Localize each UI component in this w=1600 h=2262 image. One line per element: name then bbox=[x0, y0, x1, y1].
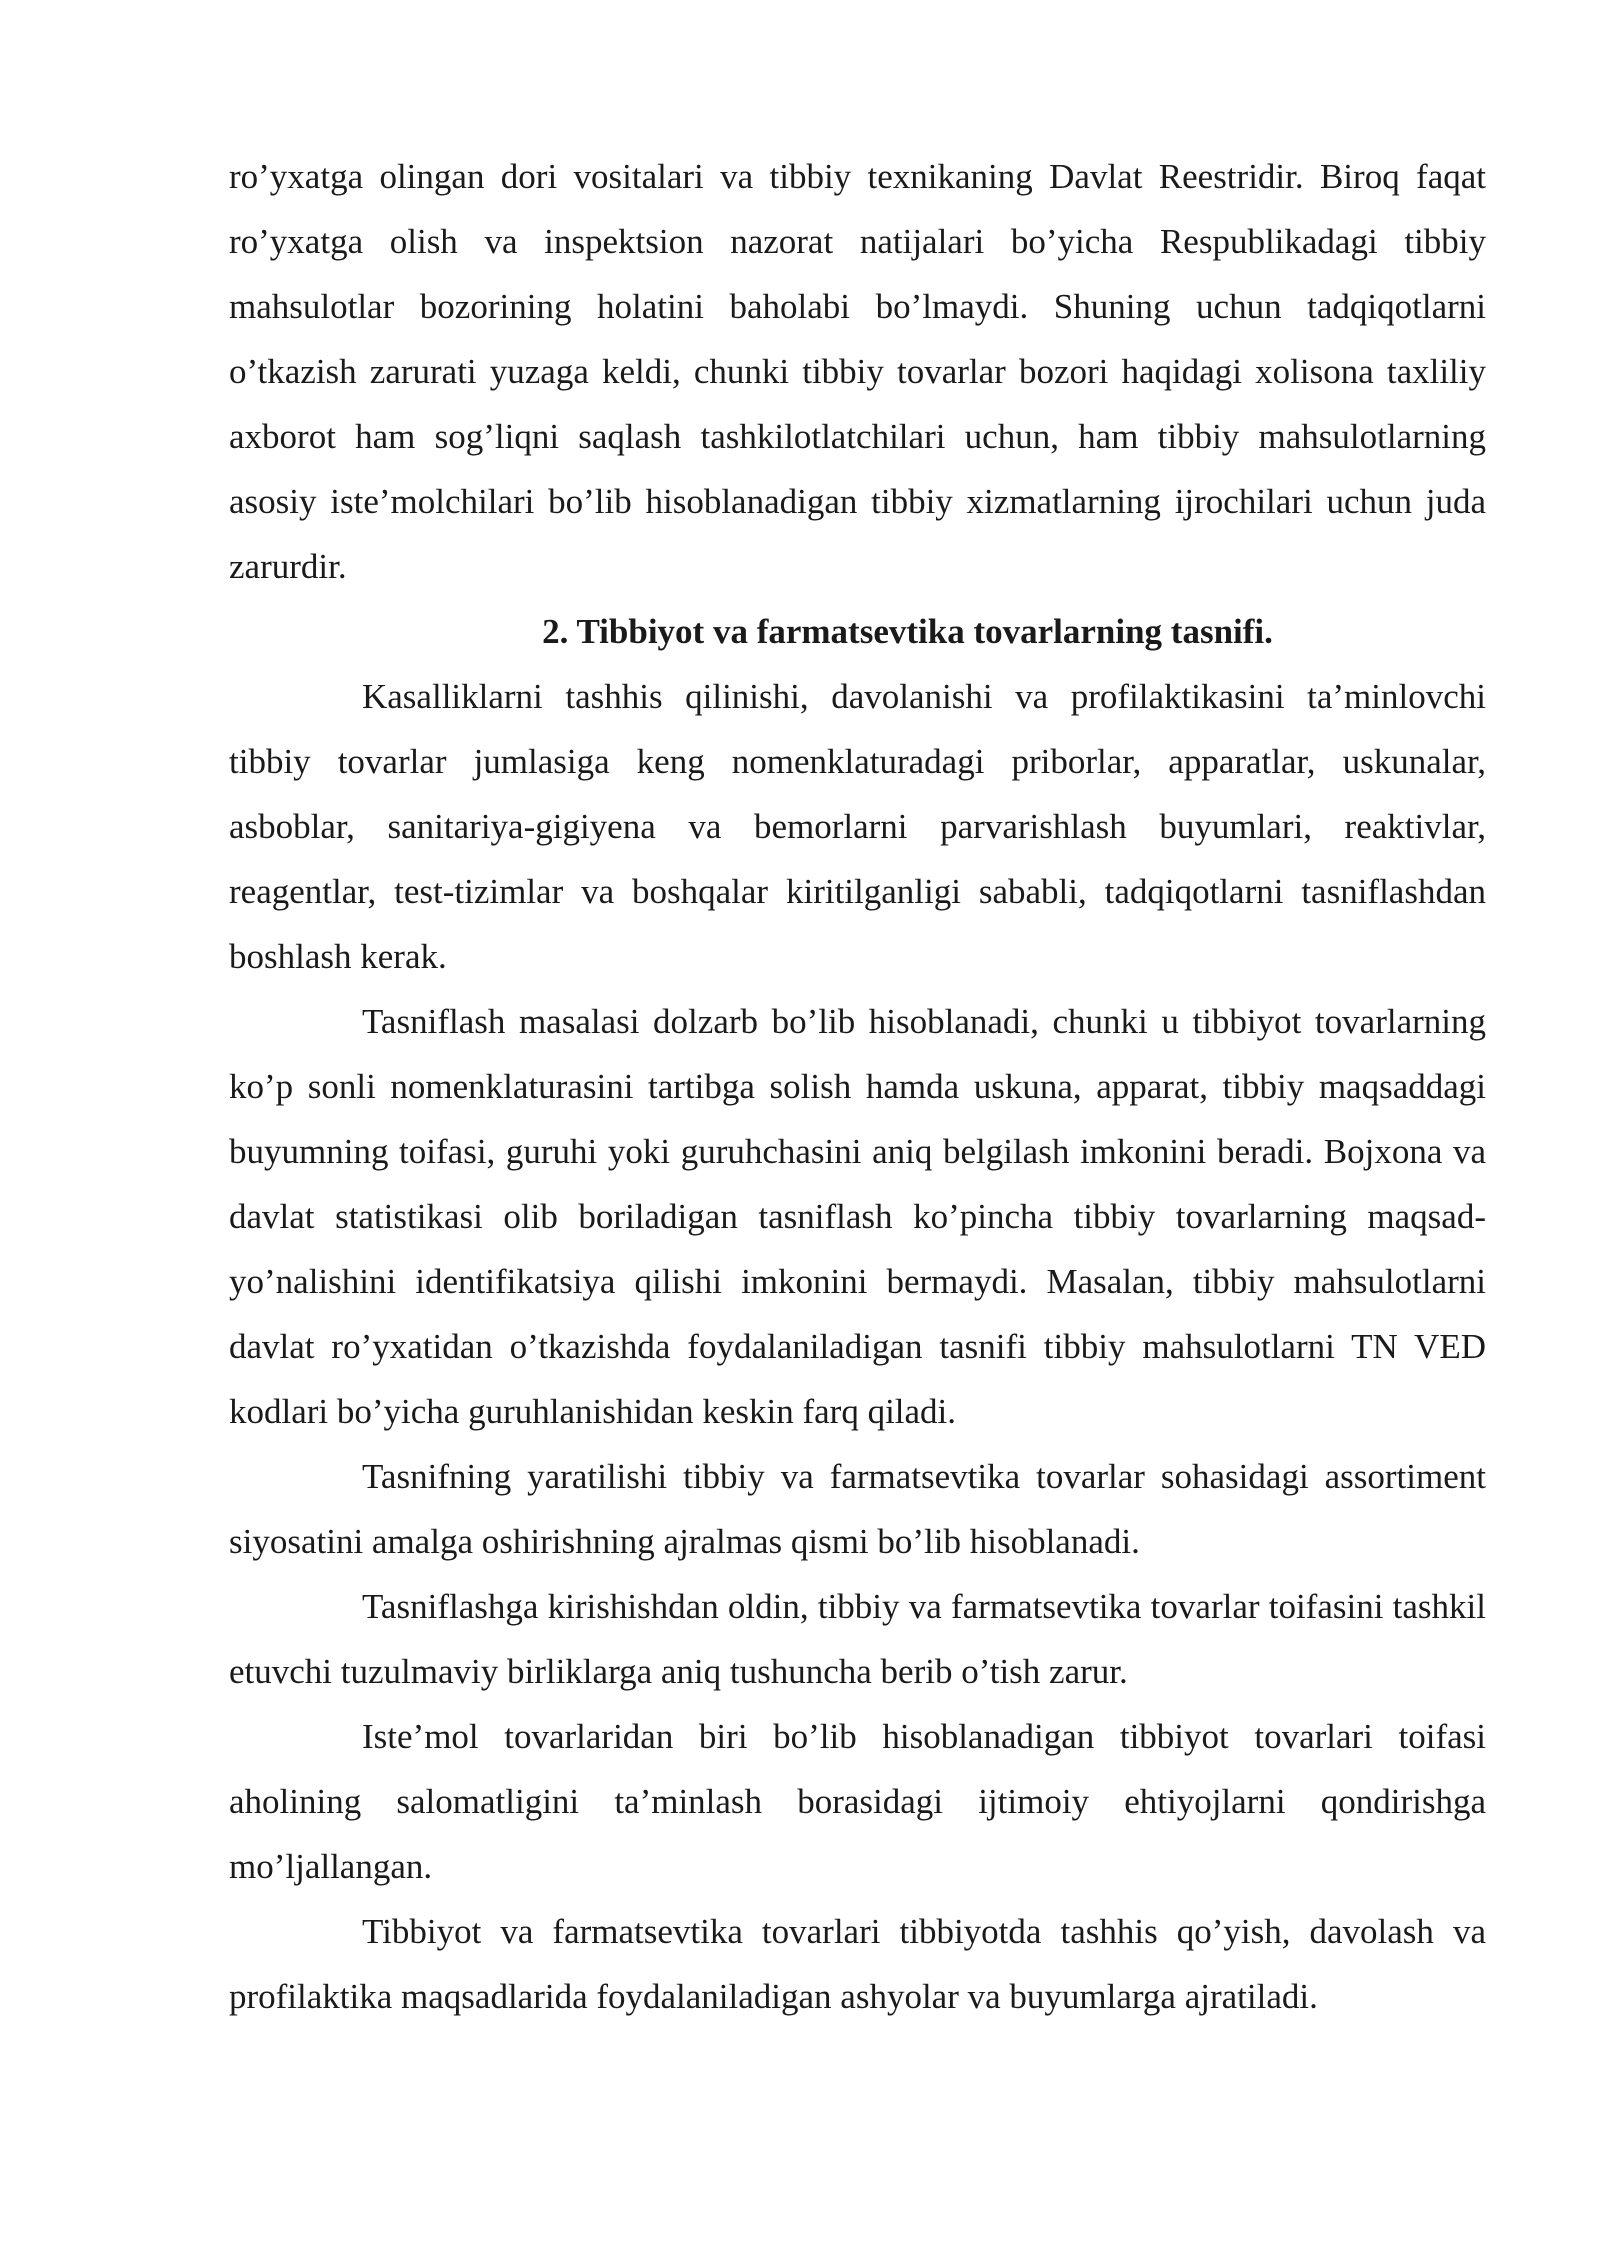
paragraph-4: Tasniflashga kirishishdan oldin, tibbiy va farmatsevtika tovarlar toifasini tashkil etuvchi tuzulmaviy birliklarga aniq tushuncha berib o’tish zarur. bbox=[229, 1587, 1486, 1691]
paragraph-2: Tasniflash masalasi dolzarb bo’lib hisoblanadi, chunki u tibbiyot tovarlarning ko’p sonli nomenklaturasini tartibga solish hamda uskuna, apparat, tibbiy maqsaddagi buyumning toifasi, guruhi yoki guruhchasini aniq belgilash imkonini beradi. Bojxona va davlat statistikasi olib boriladigan tasniflash ko’pincha tibbiy tovarlarning maqsad-yo’nalishini identifikatsiya qilishi imkonini bermaydi. Masalan, tibbiy mahsulotlarni davlat ro’yxatidan o’tkazishda foydalaniladigan tasnifi tibbiy mahsulotlarni TN VED kodlari bo’yicha guruhlanishidan keskin farq qiladi. bbox=[229, 1002, 1486, 1431]
paragraph-1: Kasalliklarni tashhis qilinishi, davolanishi va profilaktikasini ta’minlovchi tibbiy tovarlar jumlasiga keng nomenklaturadagi priborlar, apparatlar, uskunalar, asboblar, sanitariya-gigiyena va bemorlarni parvarishlash buyumlari, reaktivlar, reagentlar, test-tizimlar va boshqalar kiritilganligi sababli, tadqiqotlarni tasniflashdan boshlash kerak. bbox=[229, 677, 1486, 976]
paragraph-6: Tibbiyot va farmatsevtika tovarlari tibbiyotda tashhis qo’yish, davolash va profilaktika maqsadlarida foydalaniladigan ashyolar va buyumlarga ajratiladi. bbox=[229, 1912, 1486, 2016]
paragraph-5: Iste’mol tovarlaridan biri bo’lib hisoblanadigan tibbiyot tovarlari toifasi aholining salomatligini ta’minlash borasidagi ijtimoiy ehtiyojlarni qondirishga mo’ljallangan. bbox=[229, 1717, 1486, 1886]
paragraph-continuation: ro’yxatga olingan dori vositalari va tibbiy texnikaning Davlat Reestridir. Biroq faqat ro’yxatga olish va inspektsion nazorat natijalari bo’yicha Respublikadagi tibbiy mahsulotlar bozorining holatini baholabi bo’lmaydi. Shuning uchun tadqiqotlarni o’tkazish zarurati yuzaga keldi, chunki tibbiy tovarlar bozori haqidagi xolisona taxliliy axborot ham sog’liqni saqlash tashkilotlatchilari uchun, ham tibbiy mahsulotlarning asosiy iste’molchilari bo’lib hisoblanadigan tibbiy xizmatlarning ijrochilari uchun juda zarurdir. bbox=[229, 157, 1486, 586]
paragraph-3: Tasnifning yaratilishi tibbiy va farmatsevtika tovarlar sohasidagi assortiment siyosatini amalga oshirishning ajralmas qismi bo’lib hisoblanadi. bbox=[229, 1457, 1486, 1561]
section-heading: 2. Tibbiyot va farmatsevtika tovarlarning tasnifi. bbox=[542, 612, 1273, 651]
document-body bbox=[229, 144, 1486, 2029]
